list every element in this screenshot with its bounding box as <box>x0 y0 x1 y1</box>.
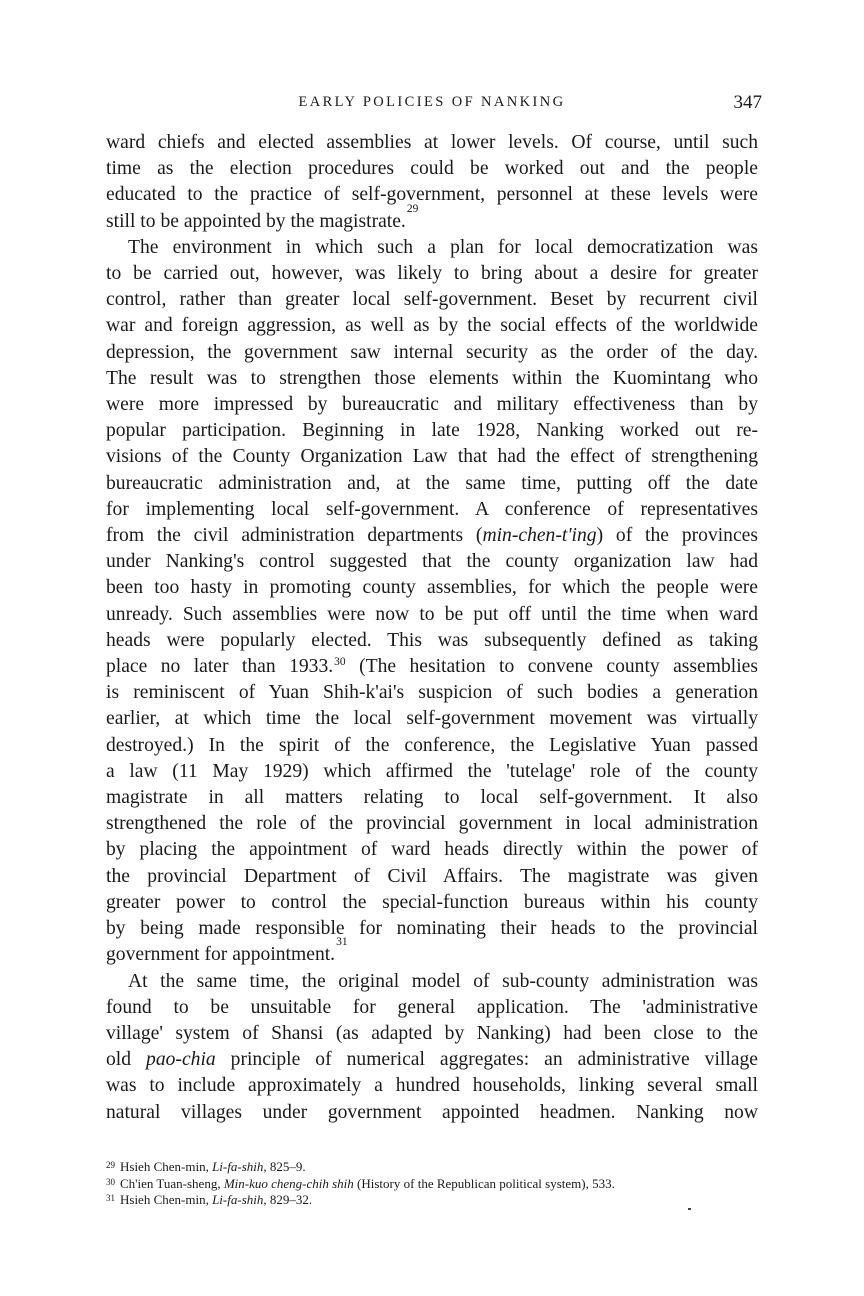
body-text <box>106 130 758 1126</box>
text-line <box>106 654 758 680</box>
text-line <box>106 156 758 182</box>
line-text: popular participation. Beginning in late 1928, Nanking worked out re- <box>106 420 758 442</box>
line-text: ward chiefs and elected assemblies at lower levels. Of course, until such <box>106 132 758 153</box>
line-text: time as the election procedures could be worked out and the people <box>106 158 758 180</box>
footnote <box>106 1192 758 1209</box>
line-text: place no later than 1933. <box>106 656 334 678</box>
footnote-text: Ch'ien Tuan-sheng, <box>120 1175 224 1191</box>
text-line <box>106 890 758 916</box>
footnote-text: Hsieh Chen-min, <box>120 1192 213 1207</box>
text-line <box>106 785 758 811</box>
footnotes <box>106 1159 758 1209</box>
text-line <box>106 837 758 863</box>
footnote-text: Min-kuo cheng-chih shih <box>223 1175 354 1191</box>
line-text: magistrate in all matters relating to local self-government. It also <box>106 787 758 809</box>
line-text: still to be appointed by the magistrate. <box>106 210 406 232</box>
line-text: pao-chia <box>146 1049 216 1071</box>
footnote-ref: 29 <box>406 202 419 215</box>
text-line <box>106 418 758 444</box>
line-text: heads were popularly elected. This was subsequently defined as taking <box>106 629 758 651</box>
line-text: a law (11 May 1929) which affirmed the 'tutelage' role of the county <box>106 760 758 782</box>
page-number: 347 <box>733 92 762 113</box>
text-line <box>106 392 758 418</box>
line-text: (The hesitation to convene county assemblies <box>345 656 758 678</box>
text-line <box>106 1021 758 1047</box>
footnote-text: Li-fa-shih <box>212 1192 264 1207</box>
text-line <box>106 706 758 732</box>
line-text: educated to the practice of self-government, personnel at these levels were <box>106 184 758 206</box>
line-text: depression, the government saw internal security as the order of the day. <box>106 341 758 363</box>
footnote-text: , 825–9. <box>263 1159 306 1174</box>
line-text: strengthened the role of the provincial government in local administration <box>106 813 758 835</box>
line-text: by placing the appointment of ward heads directly within the power of <box>106 839 758 861</box>
text-line <box>106 1047 758 1073</box>
page <box>106 88 762 1126</box>
line-text: bureaucratic administration and, at the same time, putting off the date <box>106 472 758 494</box>
line-text: by being made responsible for nominating their heads to the provincial <box>106 918 758 940</box>
line-text: The environment in which such a plan for local democratization was <box>128 236 758 258</box>
line-text: for implementing local self-government. A conference of representatives <box>106 498 758 520</box>
line-text: to be carried out, however, was likely to bring about a desire for greater <box>106 263 758 285</box>
text-line <box>106 202 758 235</box>
text-line <box>106 628 758 654</box>
line-text: village' system of Shansi (as adapted by Nanking) had been close to the <box>106 1022 758 1044</box>
text-line <box>106 471 758 497</box>
running-head: EARLY POLICIES OF NANKING <box>298 94 566 110</box>
line-text: government for appointment. <box>106 944 336 966</box>
line-text: natural villages under government appointed headmen. Nanking now <box>106 1101 758 1123</box>
line-text: earlier, at which time the local self-government movement was virtually <box>106 708 758 730</box>
text-line <box>106 235 758 261</box>
page-mark <box>688 1208 691 1210</box>
line-text: greater power to control the special-function bureaus within his county <box>106 891 758 913</box>
footnote-text: , 829–32. <box>263 1192 313 1207</box>
line-text: control, rather than greater local self-government. Beset by recurrent civil <box>106 289 758 311</box>
text-line <box>106 182 758 208</box>
text-line <box>106 366 758 392</box>
line-text: under Nanking's control suggested that the county organization law had <box>106 551 758 573</box>
footnote-ref: 30 <box>334 656 346 669</box>
text-line <box>106 916 758 942</box>
line-text: is reminiscent of Yuan Shih-k'ai's suspicion of such bodies a generation <box>106 682 758 704</box>
line-text: min-chen-t'ing <box>482 525 597 547</box>
line-text: been too hasty in promoting county assemblies, for which the people were <box>106 577 758 599</box>
text-line <box>106 523 758 549</box>
text-line <box>106 1100 758 1126</box>
text-line <box>106 287 758 313</box>
line-text: ) of the provinces <box>596 525 758 547</box>
page-header <box>106 88 762 118</box>
footnote-number: 29 <box>106 1160 115 1170</box>
line-text: destroyed.) In the spirit of the conference, the Legislative Yuan passed <box>106 734 758 756</box>
line-text: found to be unsuitable for general application. The 'administrative <box>106 996 758 1018</box>
line-text: war and foreign aggression, as well as by the social effects of the worldwide <box>106 315 758 337</box>
footnote <box>106 1176 758 1193</box>
text-line <box>106 995 758 1021</box>
footnote-text: (History of the Republican political system), 533. <box>353 1175 615 1191</box>
footnote-ref: 31 <box>336 936 348 949</box>
footnote-number: 31 <box>106 1193 115 1203</box>
line-text: At the same time, the original model of sub-county administration was <box>128 970 758 992</box>
text-line <box>106 864 758 890</box>
line-text: old <box>106 1049 147 1071</box>
footnote-text: Hsieh Chen-min, <box>120 1159 213 1174</box>
text-line <box>106 261 758 287</box>
footnote-text: Li-fa-shih <box>212 1159 264 1174</box>
text-line <box>106 811 758 837</box>
text-line <box>106 936 758 968</box>
text-line <box>106 497 758 523</box>
text-line <box>106 340 758 366</box>
text-line <box>106 969 758 995</box>
line-text: The result was to strengthen those elements within the Kuomintang who <box>106 367 758 389</box>
line-text: were more impressed by bureaucratic and military effectiveness than by <box>106 394 758 416</box>
text-line <box>106 602 758 628</box>
text-line <box>106 130 758 156</box>
text-line <box>106 733 758 759</box>
text-line <box>106 444 758 470</box>
footnote <box>106 1159 758 1176</box>
footnote-number: 30 <box>106 1176 115 1187</box>
line-text: unready. Such assemblies were now to be put off until the time when ward <box>106 603 758 625</box>
line-text: was to include approximately a hundred households, linking several small <box>106 1075 758 1097</box>
line-text: principle of numerical aggregates: an administrative village <box>215 1049 758 1071</box>
text-line <box>106 680 758 706</box>
text-line <box>106 549 758 575</box>
text-line <box>106 575 758 601</box>
line-text: the provincial Department of Civil Affairs. The magistrate was given <box>106 865 758 887</box>
text-line <box>106 1073 758 1099</box>
text-line <box>106 313 758 339</box>
line-text: visions of the County Organization Law that had the effect of strengthening <box>106 446 758 468</box>
text-line <box>106 759 758 785</box>
line-text: from the civil administration departments ( <box>106 525 483 547</box>
